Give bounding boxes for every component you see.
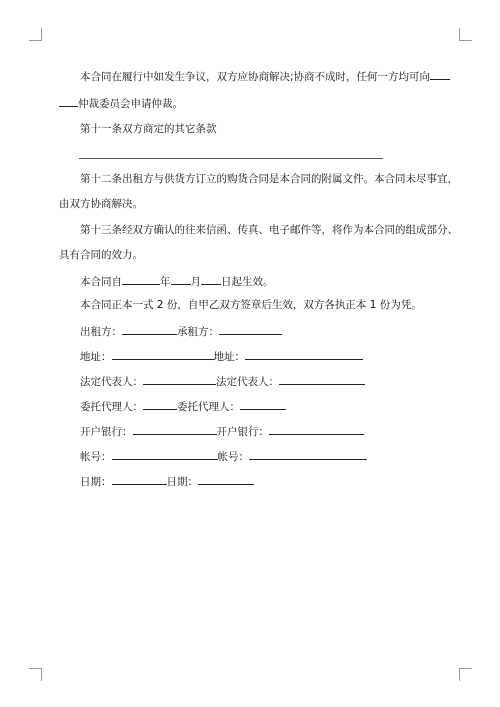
article-12-line2: 由双方协商解决。 xyxy=(59,198,143,210)
article-13-line1: 第十三条经双方确认的往来信函、传真、电子邮件等，将作为本合同的组成部分、 xyxy=(80,224,458,236)
article-12-line1: 第十二条出租方与供货方订立的购货合同是本合同的附属文件。本合同未尽事宜， xyxy=(80,173,458,185)
legal-rep-a-blank xyxy=(143,374,216,385)
blank-month xyxy=(171,274,191,285)
agent-b-label: 委托代理人： xyxy=(177,401,240,413)
address-a-blank xyxy=(112,349,214,360)
account-b-blank xyxy=(249,449,367,460)
account-a-blank xyxy=(112,449,218,460)
agent-line xyxy=(80,399,286,414)
bank-b-label: 开户银行： xyxy=(216,426,269,438)
agent-a-blank xyxy=(143,399,177,410)
agent-b-blank xyxy=(240,399,286,410)
legal-rep-b-blank xyxy=(279,374,365,385)
bank-a-blank xyxy=(133,424,217,435)
lessee-label: 承租方： xyxy=(177,326,219,338)
account-line xyxy=(80,449,367,464)
article-11-heading: 第十一条双方商定的其它条款 xyxy=(80,123,217,135)
date-a-label: 日期： xyxy=(80,476,112,488)
address-b-label: 地址： xyxy=(213,351,245,363)
article-11-blank-line xyxy=(79,158,383,159)
date-a-blank xyxy=(112,474,167,485)
date-line xyxy=(80,474,254,489)
blank-arbitration-place xyxy=(430,69,450,80)
blank-arbitration-place-cont xyxy=(59,96,78,107)
date-b-label: 日期： xyxy=(166,476,198,488)
address-line xyxy=(80,349,363,364)
lessor-label: 出租方： xyxy=(80,326,122,338)
effective-date-line: 本合同自 年 月 日起生效。 xyxy=(80,276,274,288)
address-a-label: 地址： xyxy=(80,351,112,363)
lessee-blank xyxy=(219,324,282,335)
dispute-paragraph-line2: 仲裁委员会申请仲裁。 xyxy=(59,96,183,111)
blank-day xyxy=(201,274,221,285)
article-13-line2: 具有合同的效力。 xyxy=(59,249,143,261)
agent-a-label: 委托代理人： xyxy=(80,401,143,413)
bank-a-label: 开户银行： xyxy=(80,426,133,438)
bank-line xyxy=(80,424,364,439)
dispute-paragraph-line1: 本合同在履行中如发生争议，双方应协商解决;协商不成时，任何一方均可向 xyxy=(80,69,450,84)
address-b-blank xyxy=(245,349,363,360)
legal-rep-line xyxy=(80,374,365,389)
date-b-blank xyxy=(198,474,254,485)
lessor-blank xyxy=(122,324,177,335)
blank-year xyxy=(122,274,160,285)
account-a-label: 帐号： xyxy=(80,451,112,463)
legal-rep-a-label: 法定代表人： xyxy=(80,376,143,388)
account-b-label: 帐号： xyxy=(217,451,249,463)
copies-line: 本合同正本一式 2 份，自甲乙双方签章后生效，双方各执正本 1 份为凭。 xyxy=(80,299,422,311)
bank-b-blank xyxy=(269,424,364,435)
legal-rep-b-label: 法定代表人： xyxy=(216,376,279,388)
party-line xyxy=(80,324,282,339)
